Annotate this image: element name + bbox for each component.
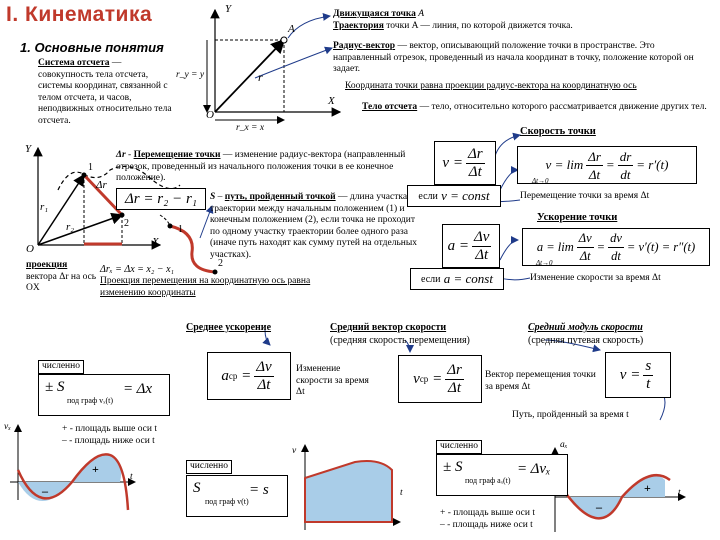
mid-p2: 2 — [124, 218, 129, 229]
velocity-inst-formula: v = lim $\frac{\Delta r}{\Delta t}$ = $\frac{dr}{dt}$ = r′(t) — [517, 146, 697, 184]
trajectory-text: Траектория точки A — линия, по которой движется точка. — [333, 21, 573, 31]
numerically-2-lhs: S — [193, 480, 201, 496]
point-a — [281, 37, 287, 43]
graph-ax — [555, 448, 685, 532]
mid-p1: 1 — [88, 162, 93, 173]
acceleration-avg-formula: a = $\frac{\Delta v}{\Delta t}$ — [442, 224, 500, 268]
graph-ax-minus: – — [596, 500, 602, 514]
displacement-formula-box: Δr = r₂ − r₁ — [116, 188, 206, 210]
legend-3-plus: + - площадь выше оси t — [440, 508, 535, 518]
numerically-3-rhs: = Δvₓ — [517, 461, 551, 477]
top-axis-x: X — [328, 95, 335, 107]
vector-r2 — [38, 215, 122, 245]
graph-vx-axis-y: vₓ — [4, 422, 11, 432]
numerically-2-label: численно — [186, 460, 232, 474]
graph-v-axis-x: t — [400, 488, 403, 498]
projection-text: проекция вектора Δr на ось OX — [26, 260, 97, 293]
projection-note: Проекция перемещения на координатную ось равна изменению координаты — [100, 276, 311, 298]
avg-speed-sub: (средняя путевая скорость) — [528, 335, 644, 346]
projection-note-text: Координата точки равна проекции радиус-вектора на координатную ось — [345, 81, 637, 91]
top-radius-vector — [215, 40, 284, 112]
avg-velocity-label: Средний вектор скорости — [330, 322, 447, 333]
avg-velocity-formula: v ср = $\frac{\Delta r}{\Delta t}$ — [398, 355, 482, 403]
acceleration-const-box: если a = const — [410, 268, 504, 290]
page-title: I. Кинематика — [6, 3, 153, 26]
reference-body-text: Тело отсчета — тело, относительно которого рассматривается движение других тел. — [362, 102, 707, 112]
numerically-3-label: численно — [436, 440, 482, 454]
path-p1: 1 — [178, 224, 183, 235]
numerically-3-sub: под граф aₓ(t) — [465, 476, 511, 485]
mid-axis-y: Y — [25, 143, 32, 155]
numerically-2-sub: под граф v(t) — [205, 497, 249, 506]
numerically-1-label: численно — [38, 360, 84, 374]
avg-speed-formula: v = $\frac{s}{t}$ — [605, 352, 671, 398]
numerically-3-box — [436, 454, 568, 496]
graph-v-axis-y: v — [292, 446, 297, 456]
ry-label: r_y = y — [176, 70, 205, 80]
avg-speed-note: Путь, пройденный за время t — [512, 410, 629, 420]
mid-r2: r₂ — [66, 221, 75, 233]
section-subtitle: 1. Основные понятия — [20, 40, 164, 55]
graph-ax-axis-x: t — [678, 488, 681, 498]
top-vec-r: r — [258, 70, 263, 84]
avg-speed-label: Средний модуль скорости — [528, 322, 643, 333]
numerically-2-box — [186, 475, 288, 517]
velocity-inst-sub: Δt→0 — [532, 177, 549, 185]
mid-r1: r₁ — [40, 201, 49, 213]
moving-point-text: Движущаяся точка A — [333, 9, 425, 19]
numerically-1-lhs: ± S — [45, 379, 65, 395]
velocity-note: Перемещение точки за время Δt — [520, 191, 650, 201]
acceleration-inst-sub: Δt→0 — [536, 259, 553, 267]
legend-1-minus: – - площадь ниже оси t — [62, 436, 155, 446]
graph-vx-axis-x: t — [130, 472, 133, 482]
acceleration-label: Ускорение точки — [537, 212, 618, 223]
radius-vector-text: Радиус-вектор — вектор, описывающий положение точки в пространстве. Это направленный отрезок, проведенный из начала координат в точку, положение которой он задает. — [333, 41, 694, 74]
mid-origin: O — [26, 243, 34, 255]
top-point-a: A — [288, 23, 295, 35]
path-p2: 2 — [218, 258, 223, 269]
top-origin: O — [206, 109, 214, 121]
numerically-1-rhs: = Δx — [123, 381, 153, 397]
avg-velocity-sub: (средняя скорость перемещения) — [330, 335, 470, 346]
avg-acceleration-note: Изменение скорости за время Δt — [296, 364, 369, 397]
connector-radius — [255, 48, 332, 78]
top-coordinate-diagram — [207, 10, 340, 120]
mid-axis-x: X — [152, 236, 159, 248]
numerically-1-sub: под граф vₓ(t) — [67, 396, 114, 405]
top-axis-y: Y — [225, 3, 232, 15]
graph-ax-plus: + — [644, 481, 651, 495]
path-text: S – путь, пройденный точкой — длина участка траектории между начальным положением (1) и конечным положением (2), если точка не проходит по одному участку траектории более одного раза (иначе путь находят как сумму путей на отдельных участках). — [210, 192, 417, 260]
numerically-2-rhs: = s — [249, 482, 269, 498]
graph-vx-plus: + — [92, 462, 99, 476]
legend-1-plus: + - площадь выше оси t — [62, 424, 157, 434]
graph-ax-axis-y: aₓ — [560, 440, 568, 450]
graph-vx-minus: – — [42, 484, 48, 498]
avg-acceleration-label: Среднее ускорение — [186, 322, 272, 333]
avg-acceleration-formula: a ср = $\frac{\Delta v}{\Delta t}$ — [207, 352, 291, 400]
acceleration-inst-formula: a = lim $\frac{\Delta v}{\Delta t}$ = $\frac{dv}{dt}$ = v′(t) = r″(t) — [522, 228, 710, 266]
graph-v — [305, 445, 400, 530]
rx-label: r_x = x — [236, 123, 265, 133]
velocity-label: Скорость точки — [520, 126, 596, 137]
avg-velocity-note: Вектор перемещения точки за время Δt — [485, 370, 596, 392]
numerically-1-box — [38, 374, 170, 416]
reference-system-text: Система отсчета — совокупность тела отсчета, системы координат, связанной с телом отсчета, и часов, неподвижных относительно тела отсчета. — [38, 58, 172, 126]
acceleration-note: Изменение скорости за время Δt — [530, 273, 661, 283]
velocity-const-box: если v = const — [407, 185, 501, 207]
numerically-3-lhs: ± S — [443, 459, 463, 475]
mid-dr: Δr — [96, 179, 107, 191]
velocity-avg-formula: v = $\frac{\Delta r}{\Delta t}$ — [434, 141, 496, 185]
displacement-text: Δr - Перемещение точки — изменение радиус-вектора (направленный отрезок, проведенный из начального положения точки в ее конечное положение). — [116, 150, 406, 183]
projection-formula: Δrₓ = Δx = x₂ − x₁ — [100, 264, 174, 275]
legend-3-minus: – - площадь ниже оси t — [440, 520, 533, 530]
